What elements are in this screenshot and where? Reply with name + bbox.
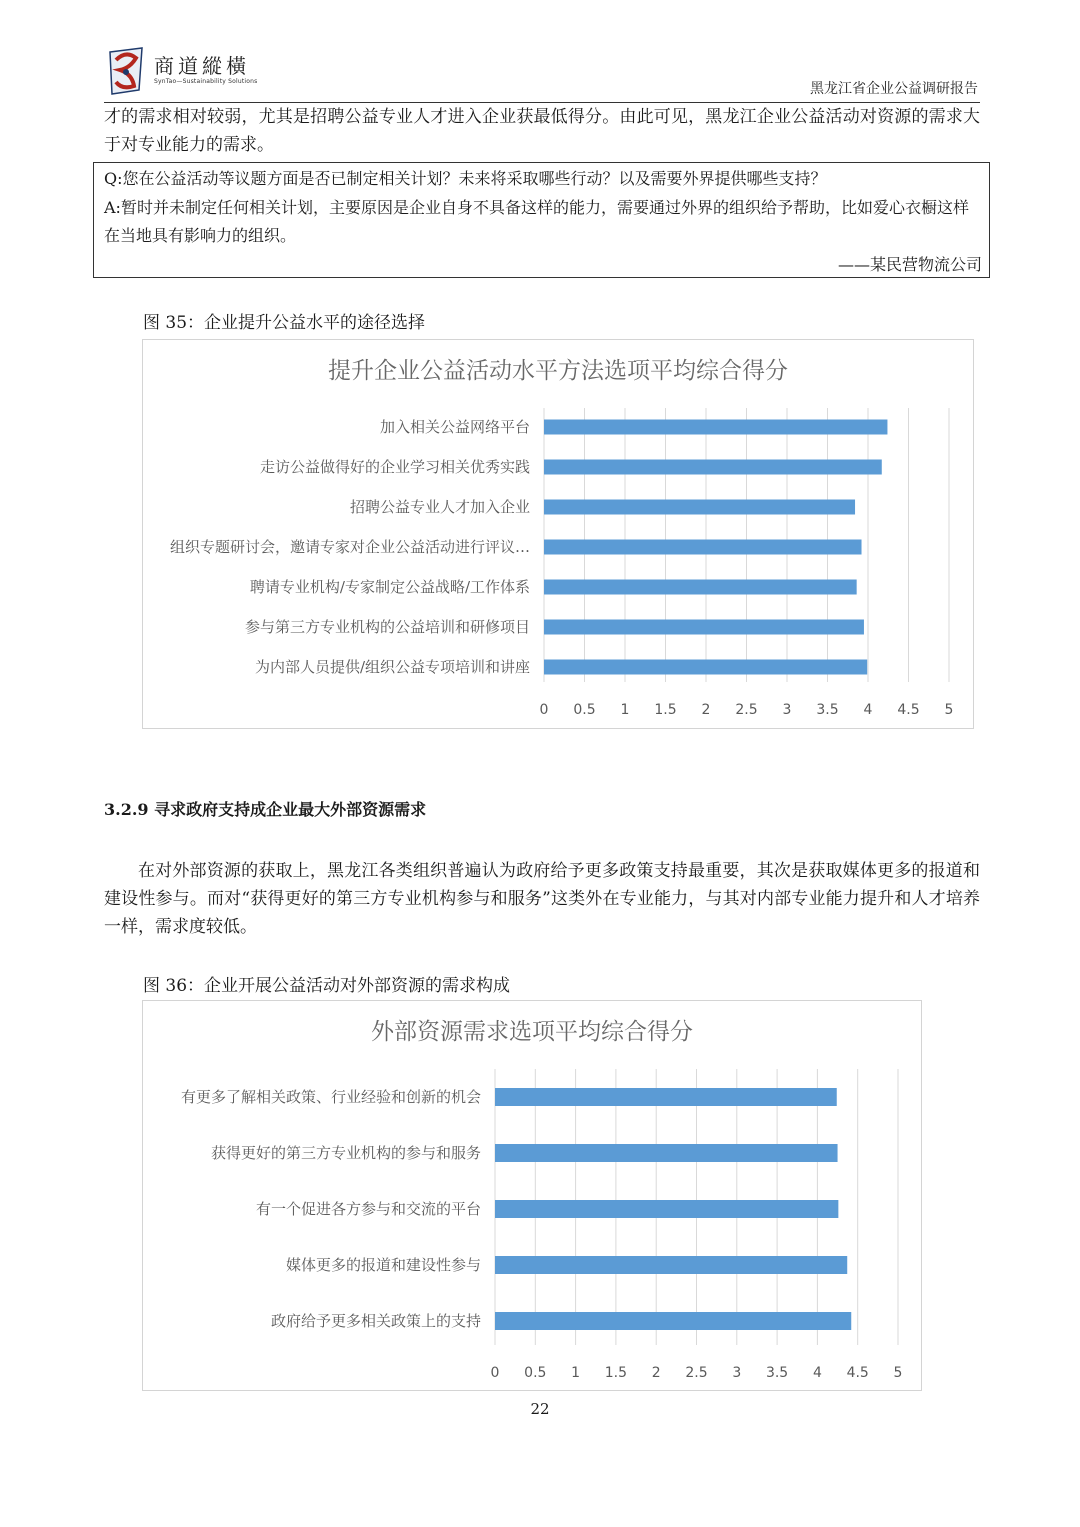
- x-tick-label: 3.5: [816, 702, 839, 718]
- chart-external-resources-svg: [143, 1001, 921, 1390]
- x-tick-label: 1.5: [654, 702, 677, 718]
- bar: [544, 580, 857, 595]
- x-tick-label: 2.5: [735, 702, 758, 718]
- x-tick-label: 1.5: [604, 1365, 628, 1381]
- x-tick-label: 3: [732, 1365, 742, 1381]
- section-title: 3.2.9 寻求政府支持成企业最大外部资源需求: [104, 800, 427, 819]
- x-tick-label: 4.5: [846, 1365, 869, 1381]
- chart-title: 提升企业公益活动水平方法选项平均综合得分: [328, 358, 788, 384]
- category-label: 聘请专业机构/专家制定公益战略/工作体系: [249, 578, 530, 596]
- interview-signature: ——某民营物流公司: [837, 254, 982, 274]
- x-tick-label: 1: [620, 702, 630, 718]
- chart-improvement-methods: [142, 339, 974, 729]
- figure-35-caption: 图 35：企业提升公益水平的途径选择: [143, 313, 426, 333]
- category-label: 获得更好的第三方专业机构的参与和服务: [210, 1144, 481, 1162]
- category-label: 走访公益做得好的企业学习相关优秀实践: [259, 458, 530, 476]
- figure-36-caption: 图 36：企业开展公益活动对外部资源的需求构成: [143, 976, 511, 996]
- category-label: 为内部人员提供/组织公益专项培训和讲座: [254, 658, 530, 676]
- x-tick-label: 5: [944, 702, 954, 718]
- bar: [544, 660, 867, 675]
- bar: [544, 620, 864, 635]
- x-tick-label: 3: [782, 702, 792, 718]
- bar: [495, 1144, 838, 1162]
- chart-improvement-methods-svg: [143, 340, 973, 728]
- syntao-logo-icon: [106, 46, 146, 96]
- category-label: 招聘公益专业人才加入企业: [349, 498, 530, 516]
- bar: [495, 1312, 851, 1330]
- page-number: 22: [530, 1400, 550, 1418]
- chart-external-resources: [142, 1000, 922, 1391]
- interview-answer: A:暂时并未制定任何相关计划，主要原因是企业自身不具备这样的能力，需要通过外界的组织给予帮助，比如爱心衣橱这样在当地具有影响力的组织。: [104, 197, 969, 245]
- x-tick-label: 4: [863, 702, 873, 718]
- x-tick-label: 0.5: [573, 702, 596, 718]
- logo-wordmark: 商道縱橫: [154, 54, 250, 78]
- x-tick-label: 0: [490, 1365, 500, 1381]
- x-tick-label: 2: [701, 702, 711, 718]
- x-tick-label: 4.5: [897, 702, 920, 718]
- x-tick-label: 0.5: [524, 1365, 547, 1381]
- chart-title: 外部资源需求选项平均综合得分: [371, 1019, 693, 1045]
- bar: [544, 540, 862, 555]
- x-tick-label: 0: [539, 702, 549, 718]
- category-label: 有一个促进各方参与和交流的平台: [255, 1200, 481, 1218]
- category-label: 参与第三方专业机构的公益培训和研修项目: [244, 618, 530, 636]
- category-label: 加入相关公益网络平台: [379, 418, 530, 436]
- x-tick-label: 2: [651, 1365, 661, 1381]
- x-tick-label: 2.5: [685, 1365, 708, 1381]
- bar: [544, 460, 882, 475]
- bar: [495, 1200, 838, 1218]
- bar: [495, 1256, 847, 1274]
- bar: [544, 420, 887, 435]
- interview-question: Q:您在公益活动等议题方面是否已制定相关计划？未来将采取哪些行动？以及需要外界提供哪些支持？: [104, 169, 827, 188]
- page-header: [104, 40, 980, 103]
- category-label: 政府给予更多相关政策上的支持: [270, 1312, 481, 1330]
- category-label: 组织专题研讨会，邀请专家对企业公益活动进行评议…: [169, 538, 530, 556]
- bar: [544, 500, 855, 515]
- x-tick-label: 1: [571, 1365, 581, 1381]
- paragraph-1: 才的需求相对较弱，尤其是招聘公益专业人才进入企业获最低得分。由此可见，黑龙江企业公益活动对资源的需求大于对专业能力的需求。: [104, 107, 980, 155]
- x-tick-label: 5: [893, 1365, 903, 1381]
- bar: [495, 1088, 837, 1106]
- x-tick-label: 3.5: [765, 1365, 789, 1381]
- interview-quote-box: [93, 162, 990, 278]
- paragraph-2: 在对外部资源的获取上，黑龙江各类组织普遍认为政府给予更多政策支持最重要，其次是获取媒体更多的报道和建设性参与。而对“获得更好的第三方专业机构参与和服务”这类外在专业能力，与其对内部专业能力提升和人才培养一样，需求度较低。: [104, 861, 980, 937]
- logo-tagline: SynTao—Sustainability Solutions: [154, 78, 258, 85]
- category-label: 有更多了解相关政策、行业经验和创新的机会: [180, 1088, 481, 1106]
- x-tick-label: 4: [812, 1365, 822, 1381]
- report-title: 黑龙江省企业公益调研报告: [810, 81, 978, 97]
- category-label: 媒体更多的报道和建设性参与: [285, 1256, 481, 1274]
